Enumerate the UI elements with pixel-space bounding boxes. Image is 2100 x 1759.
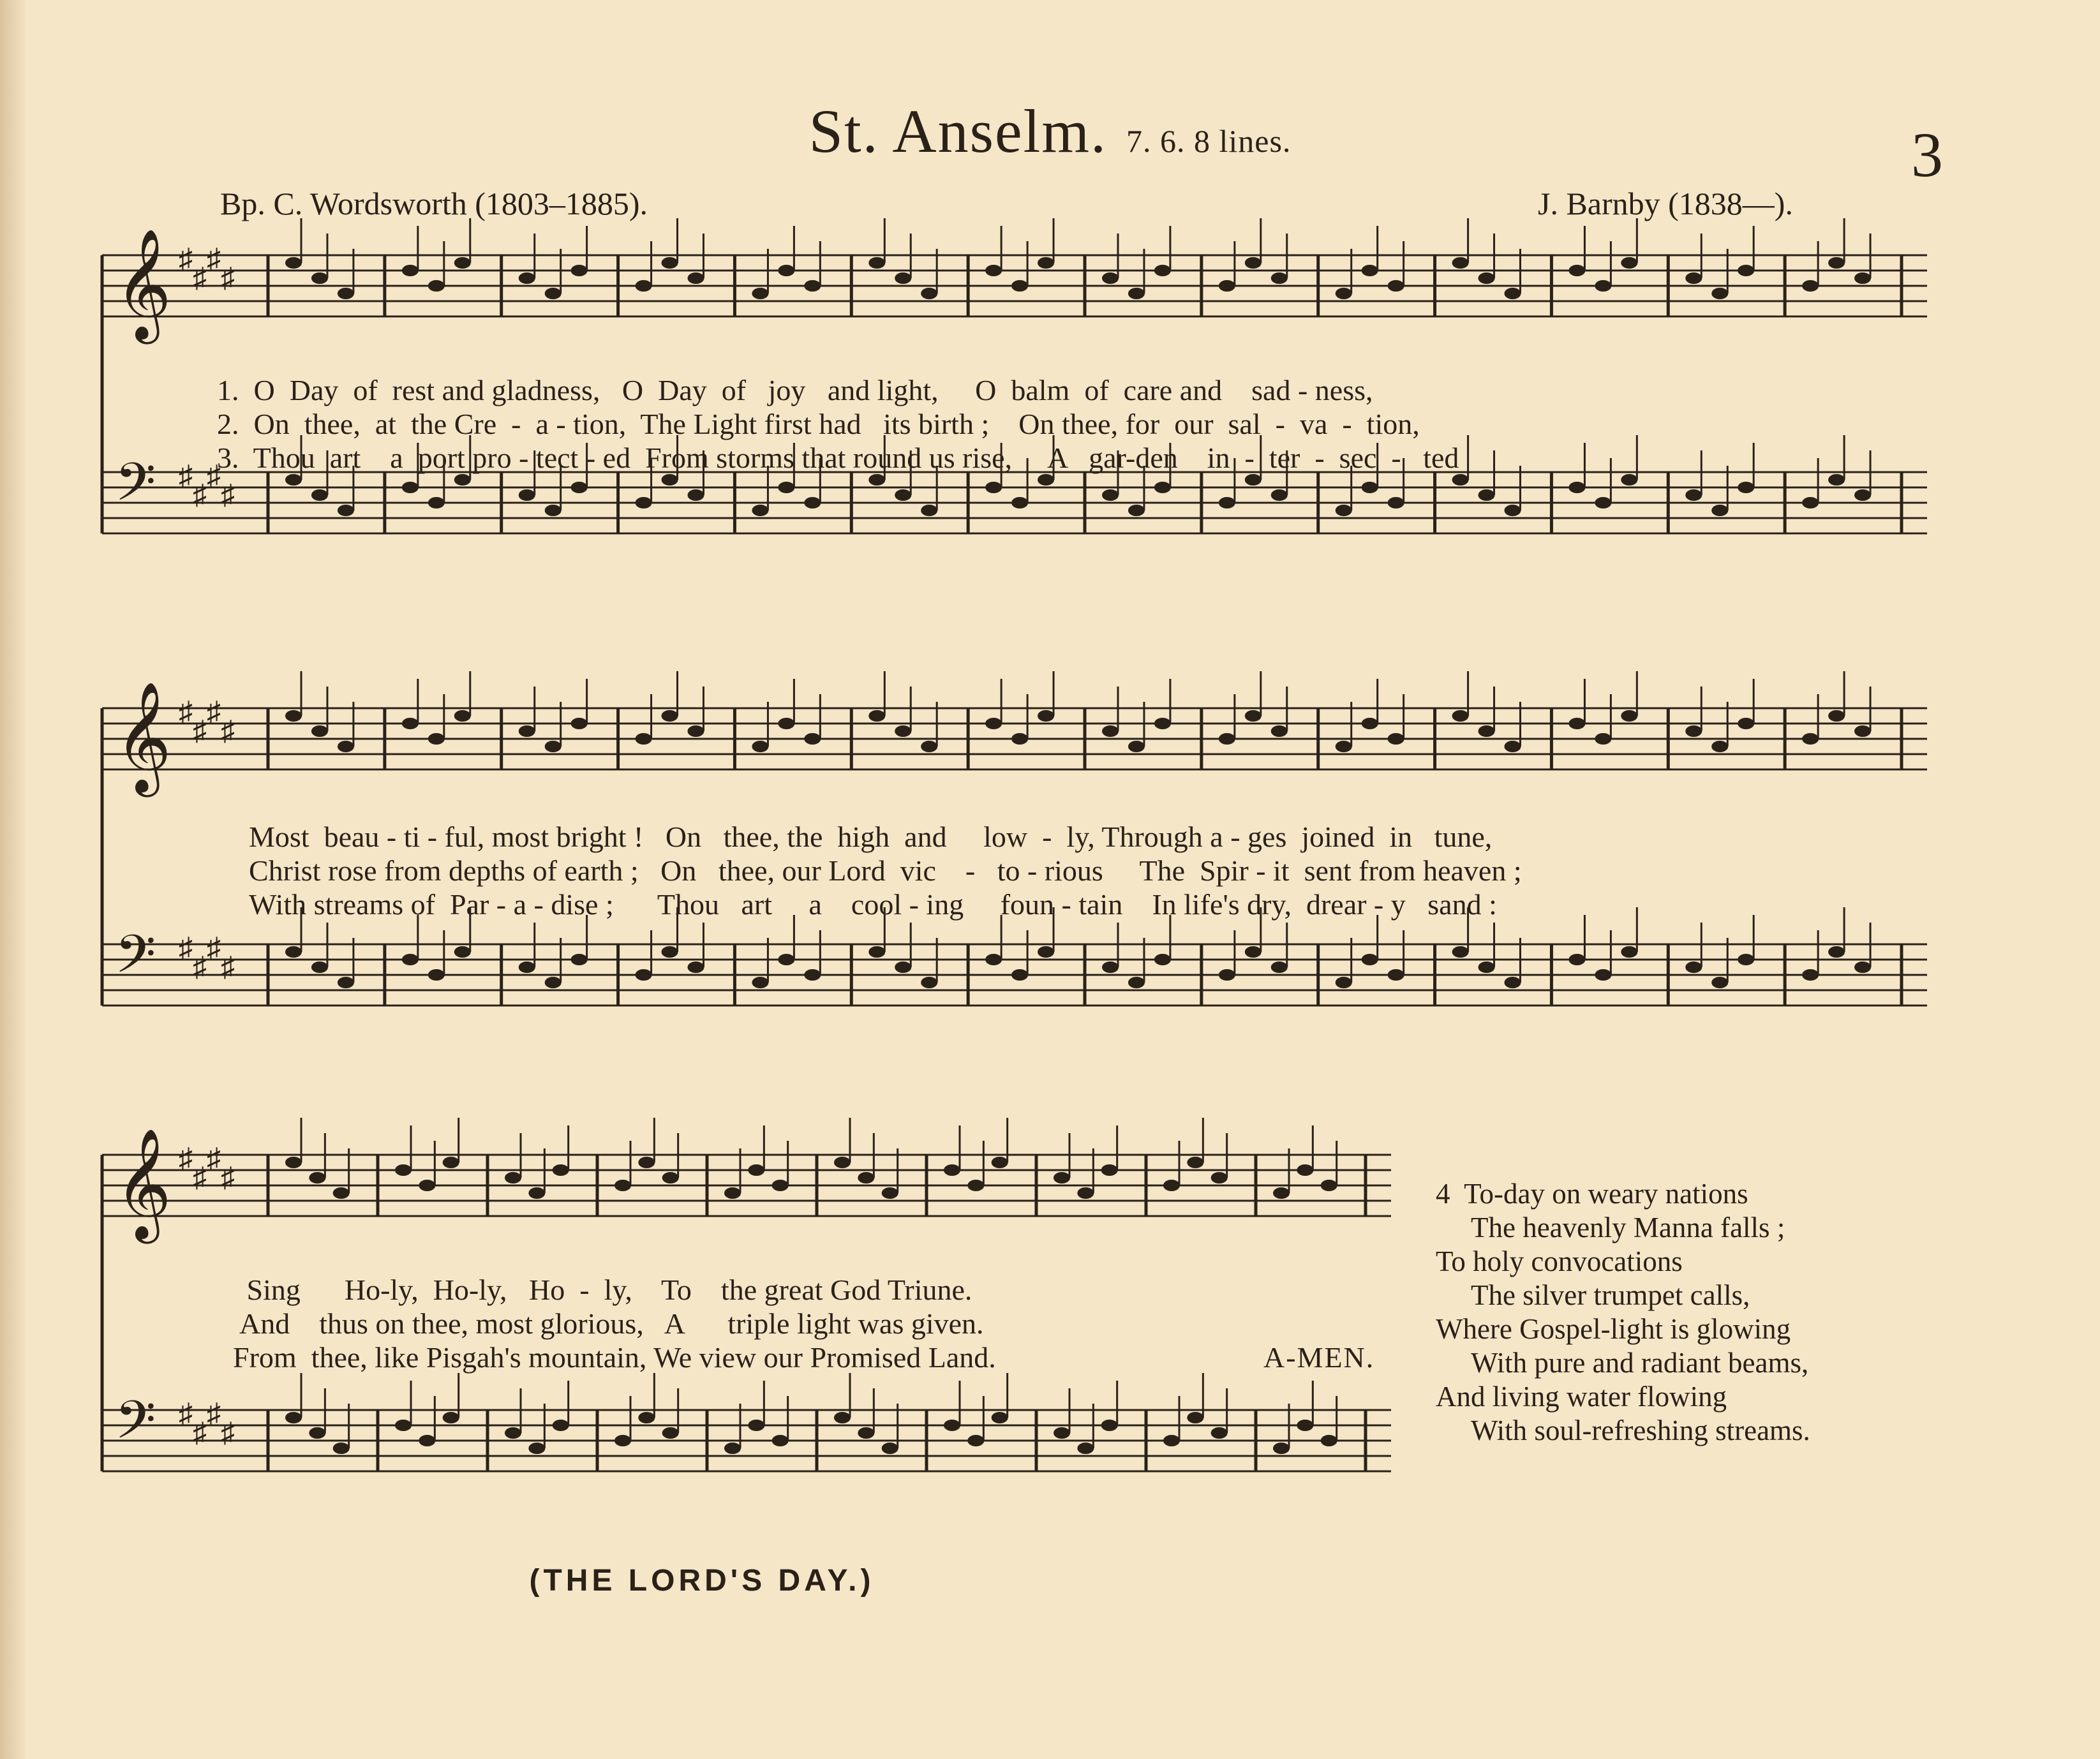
note-head bbox=[921, 288, 937, 299]
note-head bbox=[985, 954, 1002, 965]
note-head bbox=[333, 1187, 350, 1199]
note-head bbox=[985, 482, 1002, 493]
note-head bbox=[1802, 280, 1819, 292]
note-head bbox=[921, 505, 937, 516]
note-head bbox=[553, 1164, 569, 1176]
note-head bbox=[1245, 474, 1262, 486]
note-head bbox=[443, 1412, 459, 1423]
note-head bbox=[748, 1164, 764, 1176]
note-head bbox=[1011, 969, 1028, 981]
note-head bbox=[311, 489, 328, 501]
sharp-icon: ♯ bbox=[179, 1398, 193, 1429]
note-head bbox=[1219, 969, 1235, 981]
note-head bbox=[985, 718, 1002, 729]
note-head bbox=[395, 1420, 412, 1431]
note-head bbox=[662, 1172, 679, 1184]
note-head bbox=[1038, 257, 1054, 269]
note-head bbox=[724, 1443, 741, 1454]
note-head bbox=[1568, 718, 1585, 729]
note-head bbox=[454, 474, 471, 486]
note-head bbox=[804, 969, 821, 981]
note-head bbox=[1187, 1412, 1203, 1423]
note-head bbox=[778, 265, 794, 276]
note-head bbox=[1245, 710, 1262, 722]
note-head bbox=[1128, 505, 1145, 516]
music-system-1 bbox=[102, 232, 1953, 593]
note-head bbox=[419, 1435, 435, 1446]
note-head bbox=[571, 954, 588, 965]
section-title: (THE LORD'S DAY.) bbox=[529, 1564, 875, 1598]
note-head bbox=[662, 946, 678, 958]
sharp-icon: ♯ bbox=[179, 1143, 193, 1174]
note-head bbox=[687, 961, 704, 973]
note-head bbox=[967, 1435, 984, 1446]
note-head bbox=[338, 977, 354, 988]
note-head bbox=[1504, 288, 1521, 299]
bass-clef-icon: 𝄢 bbox=[115, 454, 156, 524]
note-head bbox=[1621, 257, 1637, 269]
note-head bbox=[778, 718, 794, 729]
note-head bbox=[1211, 1172, 1228, 1184]
note-head bbox=[1271, 272, 1288, 284]
note-head bbox=[944, 1164, 960, 1176]
note-head bbox=[858, 1427, 874, 1439]
note-head bbox=[804, 733, 821, 745]
note-head bbox=[1154, 482, 1171, 493]
note-head bbox=[1336, 741, 1352, 752]
note-head bbox=[443, 1157, 459, 1168]
note-head bbox=[402, 954, 419, 965]
hymn-title: St. Anselm. bbox=[808, 97, 1107, 165]
note-head bbox=[1102, 961, 1119, 973]
page-number: 3 bbox=[1911, 119, 1943, 190]
sharp-icon: ♯ bbox=[207, 932, 221, 963]
note-head bbox=[311, 272, 328, 284]
note-head bbox=[519, 489, 535, 501]
note-head bbox=[1336, 977, 1352, 988]
note-head bbox=[1128, 977, 1145, 988]
note-head bbox=[638, 1412, 655, 1423]
note-head bbox=[1154, 718, 1171, 729]
note-head bbox=[1621, 474, 1637, 486]
note-head bbox=[285, 474, 302, 486]
sharp-icon: ♯ bbox=[207, 696, 221, 727]
bass-clef-icon: 𝄢 bbox=[115, 926, 156, 997]
note-head bbox=[1621, 946, 1637, 958]
note-head bbox=[1038, 474, 1054, 486]
stanza-4-line: 4 To-day on weary nations bbox=[1436, 1178, 1748, 1210]
note-head bbox=[985, 265, 1002, 276]
note-head bbox=[1478, 489, 1495, 501]
sharp-icon: ♯ bbox=[207, 1143, 221, 1174]
note-head bbox=[1321, 1180, 1337, 1191]
note-head bbox=[662, 710, 678, 722]
note-head bbox=[1685, 725, 1702, 737]
note-head bbox=[311, 961, 328, 973]
note-head bbox=[1711, 977, 1728, 988]
note-head bbox=[748, 1420, 764, 1431]
sharp-icon: ♯ bbox=[179, 243, 193, 274]
note-head bbox=[1568, 265, 1585, 276]
note-head bbox=[338, 741, 354, 752]
note-head bbox=[428, 969, 445, 981]
note-head bbox=[285, 946, 302, 958]
note-head bbox=[636, 733, 652, 745]
note-head bbox=[614, 1180, 631, 1191]
note-head bbox=[1054, 1427, 1070, 1439]
note-head bbox=[662, 474, 678, 486]
note-head bbox=[1711, 288, 1728, 299]
sharp-icon: ♯ bbox=[193, 262, 207, 293]
note-head bbox=[1271, 489, 1288, 501]
note-head bbox=[921, 977, 937, 988]
note-head bbox=[428, 280, 445, 292]
note-head bbox=[752, 977, 768, 988]
note-head bbox=[1187, 1157, 1203, 1168]
note-head bbox=[636, 969, 652, 981]
note-head bbox=[1478, 725, 1495, 737]
note-head bbox=[1478, 961, 1495, 973]
note-head bbox=[868, 946, 885, 958]
note-head bbox=[1595, 733, 1611, 745]
note-head bbox=[402, 482, 419, 493]
sharp-icon: ♯ bbox=[221, 262, 235, 293]
author-credit: Bp. C. Wordsworth (1803–1885). bbox=[220, 186, 648, 221]
bass-clef-icon: 𝄢 bbox=[115, 1392, 156, 1462]
note-head bbox=[992, 1412, 1008, 1423]
note-head bbox=[778, 954, 794, 965]
note-head bbox=[428, 733, 445, 745]
note-head bbox=[571, 718, 588, 729]
note-head bbox=[545, 505, 562, 516]
note-head bbox=[545, 977, 562, 988]
note-head bbox=[752, 741, 768, 752]
note-head bbox=[1854, 961, 1871, 973]
note-head bbox=[428, 497, 445, 508]
hymn-meter: 7. 6. 8 lines. bbox=[1126, 123, 1292, 159]
note-head bbox=[1802, 497, 1819, 508]
note-head bbox=[662, 257, 678, 269]
music-system-2 bbox=[102, 685, 1953, 1072]
note-head bbox=[895, 489, 911, 501]
lyric-line-2-1: Most beau - ti - ful, most bright ! On thee, the high and low - ly, Through a - ges joined in tune, bbox=[249, 820, 1493, 853]
treble-clef-icon: 𝄞 bbox=[115, 685, 172, 790]
note-head bbox=[454, 710, 471, 722]
note-head bbox=[1388, 969, 1404, 981]
lyric-line-2-2: Christ rose from depths of earth ; On thee, our Lord vic - to - rious The Spir - it sent from heaven ; bbox=[249, 854, 1522, 887]
note-head bbox=[778, 482, 794, 493]
note-head bbox=[571, 265, 588, 276]
note-head bbox=[1802, 733, 1819, 745]
note-head bbox=[1685, 272, 1702, 284]
note-head bbox=[834, 1157, 851, 1168]
note-head bbox=[519, 725, 535, 737]
note-head bbox=[921, 741, 937, 752]
sharp-icon: ♯ bbox=[221, 715, 235, 746]
note-head bbox=[1362, 482, 1378, 493]
sharp-icon: ♯ bbox=[207, 460, 221, 491]
note-head bbox=[505, 1172, 521, 1184]
note-head bbox=[1685, 961, 1702, 973]
note-head bbox=[1297, 1420, 1313, 1431]
note-head bbox=[1011, 497, 1028, 508]
note-head bbox=[1388, 280, 1404, 292]
note-head bbox=[1828, 257, 1845, 269]
note-head bbox=[1154, 954, 1171, 965]
note-head bbox=[858, 1172, 874, 1184]
note-head bbox=[1738, 954, 1754, 965]
sharp-icon: ♯ bbox=[207, 1398, 221, 1429]
note-head bbox=[1504, 977, 1521, 988]
note-head bbox=[1568, 482, 1585, 493]
note-head bbox=[545, 288, 562, 299]
note-head bbox=[1128, 288, 1145, 299]
note-head bbox=[1271, 961, 1288, 973]
note-head bbox=[1595, 497, 1611, 508]
sharp-icon: ♯ bbox=[221, 479, 235, 510]
note-head bbox=[1297, 1164, 1313, 1176]
lyric-line-1-2: 2. On thee, at the Cre - a - tion, The Light first had its birth ; On thee, for our sal - va - tion, bbox=[217, 408, 1420, 440]
lyric-line-3-3: From thee, like Pisgah's mountain, We view our Promised Land. bbox=[233, 1341, 996, 1374]
lyric-line-2-3: With streams of Par - a - dise ; Thou art a cool - ing foun - tain In life's dry, drear - y sand : bbox=[249, 888, 1497, 921]
note-head bbox=[1102, 489, 1119, 501]
stanza-4-line: With pure and radiant beams, bbox=[1471, 1347, 1809, 1379]
note-head bbox=[519, 272, 535, 284]
note-head bbox=[834, 1412, 851, 1423]
note-head bbox=[528, 1443, 545, 1454]
note-head bbox=[505, 1427, 521, 1439]
note-head bbox=[454, 257, 471, 269]
note-head bbox=[1101, 1420, 1118, 1431]
note-head bbox=[1077, 1443, 1094, 1454]
note-head bbox=[882, 1187, 898, 1199]
note-head bbox=[311, 725, 328, 737]
note-head bbox=[333, 1443, 350, 1454]
note-head bbox=[1362, 265, 1378, 276]
note-head bbox=[1163, 1435, 1180, 1446]
note-head bbox=[1685, 489, 1702, 501]
note-head bbox=[338, 505, 354, 516]
note-head bbox=[1336, 288, 1352, 299]
stanza-4-line: The silver trumpet calls, bbox=[1471, 1279, 1750, 1311]
sharp-icon: ♯ bbox=[221, 951, 235, 983]
note-head bbox=[1038, 946, 1054, 958]
note-head bbox=[1828, 474, 1845, 486]
note-head bbox=[1452, 474, 1469, 486]
note-head bbox=[1621, 710, 1637, 722]
note-head bbox=[1854, 725, 1871, 737]
note-head bbox=[638, 1157, 655, 1168]
note-head bbox=[1362, 718, 1378, 729]
note-head bbox=[1245, 946, 1262, 958]
note-head bbox=[944, 1420, 960, 1431]
note-head bbox=[402, 265, 419, 276]
note-head bbox=[1802, 969, 1819, 981]
note-head bbox=[1219, 733, 1235, 745]
stanza-4-line: And living water flowing bbox=[1436, 1381, 1727, 1413]
sharp-icon: ♯ bbox=[207, 243, 221, 274]
note-head bbox=[285, 710, 302, 722]
note-head bbox=[1101, 1164, 1118, 1176]
note-head bbox=[285, 257, 302, 269]
note-head bbox=[1738, 482, 1754, 493]
note-head bbox=[687, 272, 704, 284]
sharp-icon: ♯ bbox=[179, 932, 193, 963]
note-head bbox=[338, 288, 354, 299]
note-head bbox=[882, 1443, 898, 1454]
note-head bbox=[1711, 741, 1728, 752]
note-head bbox=[967, 1180, 984, 1191]
note-head bbox=[1711, 505, 1728, 516]
note-head bbox=[636, 280, 652, 292]
note-head bbox=[285, 1157, 302, 1168]
note-head bbox=[662, 1427, 679, 1439]
note-head bbox=[868, 710, 885, 722]
page-edge bbox=[0, 0, 26, 1759]
note-head bbox=[868, 257, 885, 269]
note-head bbox=[1452, 946, 1469, 958]
note-head bbox=[1128, 741, 1145, 752]
note-head bbox=[1362, 954, 1378, 965]
note-head bbox=[1154, 265, 1171, 276]
note-head bbox=[868, 474, 885, 486]
note-head bbox=[1738, 718, 1754, 729]
note-head bbox=[1595, 280, 1611, 292]
note-head bbox=[992, 1157, 1008, 1168]
sharp-icon: ♯ bbox=[193, 1417, 207, 1448]
amen-label: A-MEN. bbox=[1263, 1341, 1375, 1374]
note-head bbox=[1595, 969, 1611, 981]
sharp-icon: ♯ bbox=[221, 1417, 235, 1448]
stanza-4-line: To holy convocations bbox=[1436, 1245, 1683, 1277]
sharp-icon: ♯ bbox=[193, 479, 207, 510]
note-head bbox=[519, 961, 535, 973]
note-head bbox=[752, 288, 768, 299]
note-head bbox=[1245, 257, 1262, 269]
note-head bbox=[804, 280, 821, 292]
note-head bbox=[1011, 280, 1028, 292]
treble-clef-icon: 𝄞 bbox=[115, 232, 172, 338]
note-head bbox=[1077, 1187, 1094, 1199]
note-head bbox=[1828, 710, 1845, 722]
note-head bbox=[752, 505, 768, 516]
lyric-line-1-3: 3. Thou art a port pro - tect - ed From storms that round us rise, A gar-den in - ter - sec - ted bbox=[217, 442, 1459, 474]
sharp-icon: ♯ bbox=[221, 1162, 235, 1193]
note-head bbox=[1211, 1427, 1228, 1439]
note-head bbox=[553, 1420, 569, 1431]
note-head bbox=[1854, 489, 1871, 501]
note-head bbox=[1219, 280, 1235, 292]
note-head bbox=[724, 1187, 741, 1199]
note-head bbox=[772, 1435, 789, 1446]
note-head bbox=[1163, 1180, 1180, 1191]
lyric-line-1-1: 1. O Day of rest and gladness, O Day of joy and light, O balm of care and sad - ness, bbox=[217, 374, 1373, 406]
sharp-icon: ♯ bbox=[193, 951, 207, 983]
note-head bbox=[528, 1187, 545, 1199]
note-head bbox=[309, 1427, 325, 1439]
note-head bbox=[1273, 1443, 1290, 1454]
note-head bbox=[1011, 733, 1028, 745]
note-head bbox=[1854, 272, 1871, 284]
sharp-icon: ♯ bbox=[193, 1162, 207, 1193]
stanza-4-line: The heavenly Manna falls ; bbox=[1471, 1212, 1785, 1243]
note-head bbox=[636, 497, 652, 508]
note-head bbox=[402, 718, 419, 729]
note-head bbox=[571, 482, 588, 493]
note-head bbox=[1452, 257, 1469, 269]
note-head bbox=[1478, 272, 1495, 284]
stanza-4-line: With soul-refreshing streams. bbox=[1471, 1414, 1810, 1446]
treble-clef-icon: 𝄞 bbox=[115, 1131, 172, 1237]
note-head bbox=[1271, 725, 1288, 737]
note-head bbox=[895, 725, 911, 737]
note-head bbox=[1038, 710, 1054, 722]
note-head bbox=[285, 1412, 302, 1423]
note-head bbox=[772, 1180, 789, 1191]
stanza-4 bbox=[1436, 1177, 1810, 1448]
note-head bbox=[454, 946, 471, 958]
note-head bbox=[614, 1435, 631, 1446]
note-head bbox=[545, 741, 562, 752]
stanza-4-line: Where Gospel-light is glowing bbox=[1436, 1313, 1791, 1345]
note-head bbox=[895, 961, 911, 973]
note-head bbox=[1504, 741, 1521, 752]
note-head bbox=[1388, 733, 1404, 745]
hymn-title-line bbox=[0, 96, 2100, 167]
note-head bbox=[1102, 272, 1119, 284]
note-head bbox=[419, 1180, 435, 1191]
note-head bbox=[309, 1172, 325, 1184]
note-head bbox=[1336, 505, 1352, 516]
sharp-icon: ♯ bbox=[179, 460, 193, 491]
note-head bbox=[1219, 497, 1235, 508]
sharp-icon: ♯ bbox=[179, 696, 193, 727]
note-head bbox=[804, 497, 821, 508]
lyric-line-3-2: And thus on thee, most glorious, A triple light was given. bbox=[239, 1307, 984, 1340]
composer-credit: J. Barnby (1838—). bbox=[1538, 186, 1793, 221]
note-head bbox=[1738, 265, 1754, 276]
lyric-line-3-1: Sing Ho-ly, Ho-ly, Ho - ly, To the great God Triune. bbox=[239, 1273, 972, 1306]
note-head bbox=[1452, 710, 1469, 722]
note-head bbox=[1504, 505, 1521, 516]
note-head bbox=[395, 1164, 412, 1176]
note-head bbox=[1828, 946, 1845, 958]
sharp-icon: ♯ bbox=[193, 715, 207, 746]
note-head bbox=[1321, 1435, 1337, 1446]
note-head bbox=[1102, 725, 1119, 737]
note-head bbox=[687, 725, 704, 737]
note-head bbox=[1273, 1187, 1290, 1199]
note-head bbox=[895, 272, 911, 284]
note-head bbox=[1568, 954, 1585, 965]
note-head bbox=[1054, 1172, 1070, 1184]
note-head bbox=[687, 489, 704, 501]
note-head bbox=[1388, 497, 1404, 508]
